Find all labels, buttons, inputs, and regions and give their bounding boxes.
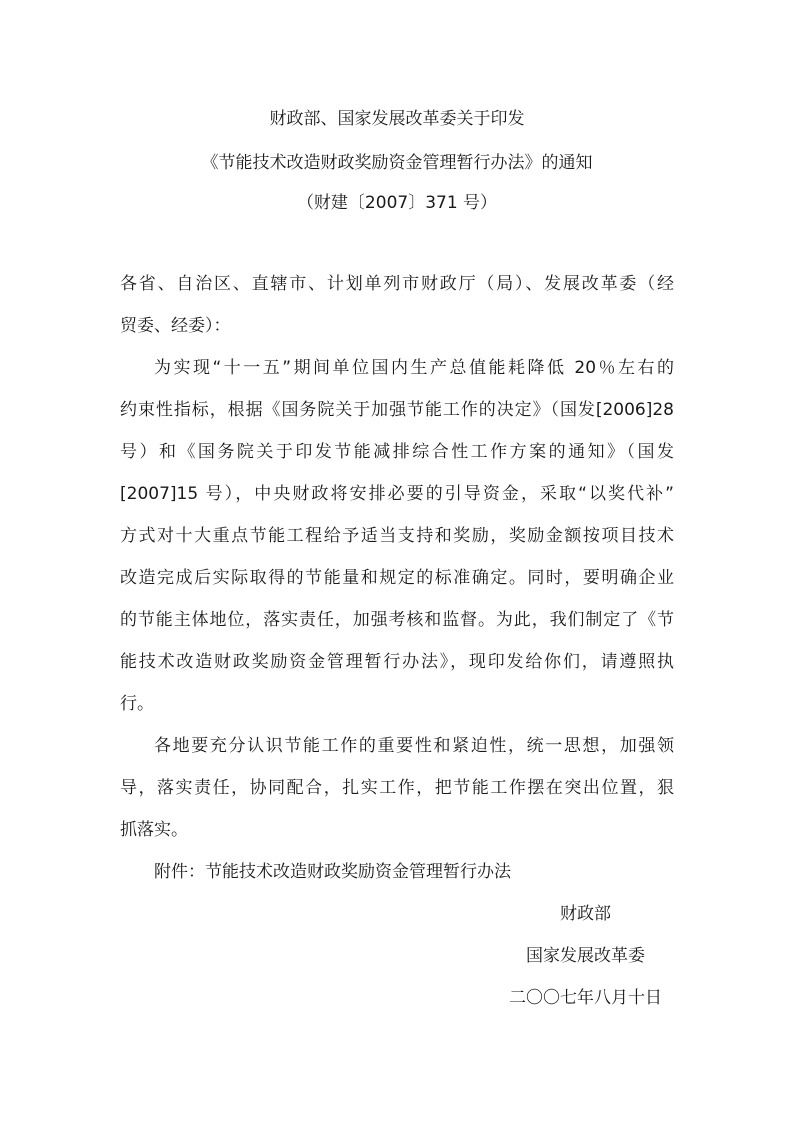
paragraph-line: 行。 <box>120 694 154 714</box>
paragraph-line: 号）和《国务院关于印发节能减排综合性工作方案的通知》（国发 <box>120 442 674 462</box>
paragraph-line: 为实现“十一五”期间单位国内生产总值能耗降低 20％左右的 <box>154 358 674 378</box>
attachment-line: 附件：节能技术改造财政奖励资金管理暂行办法 <box>154 862 511 882</box>
paragraph-line: [2007]15 号），中央财政将安排必要的引导资金，采取“以奖代补” <box>120 484 674 504</box>
paragraph-line: 导，落实责任，协同配合，扎实工作，把节能工作摆在突出位置，狠 <box>120 778 674 798</box>
document-number: （财建〔2007〕371 号） <box>296 193 498 213</box>
paragraph-line: 抓落实。 <box>120 820 188 840</box>
paragraph-line: 各地要充分认识节能工作的重要性和紧迫性，统一思想，加强领 <box>154 736 674 756</box>
document-title-line-2: 《节能技术改造财政奖励资金管理暂行办法》的通知 <box>201 153 593 173</box>
paragraph-line: 方式对十大重点节能工程给予适当支持和奖励，奖励金额按项目技术 <box>120 526 674 546</box>
signature-org-mof: 财政部 <box>560 904 611 924</box>
paragraph-line: 的节能主体地位，落实责任，加强考核和监督。为此，我们制定了《节 <box>120 610 674 630</box>
document-title-line-1: 财政部、国家发展改革委关于印发 <box>269 109 525 129</box>
signature-date: 二〇〇七年八月十日 <box>509 988 662 1008</box>
addressee-line: 贸委、经委）： <box>120 316 231 336</box>
signature-org-ndrc: 国家发展改革委 <box>526 946 645 966</box>
paragraph-line: 能技术改造财政奖励资金管理暂行办法》，现印发给你们，请遵照执 <box>120 652 674 672</box>
paragraph-line: 约束性指标，根据《国务院关于加强节能工作的决定》（国发[2006]28 <box>120 400 674 420</box>
paragraph-line: 改造完成后实际取得的节能量和规定的标准确定。同时，要明确企业 <box>120 568 674 588</box>
addressee-line: 各省、自治区、直辖市、计划单列市财政厅（局）、发展改革委（经 <box>120 274 674 294</box>
